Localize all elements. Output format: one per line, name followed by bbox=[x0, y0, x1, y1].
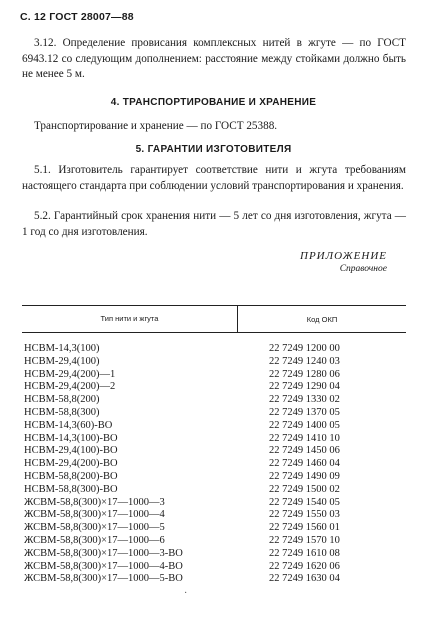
section-4-title: 4. ТРАНСПОРТИРОВАНИЕ И ХРАНЕНИЕ bbox=[110, 97, 317, 108]
cell-okp-code: 22 7249 1550 03 bbox=[269, 509, 340, 521]
cell-type: ЖСВМ-58,8(300)×17—1000—3-ВО bbox=[24, 547, 183, 559]
table-row bbox=[22, 535, 406, 548]
cell-okp-code: 22 7249 1330 02 bbox=[269, 394, 340, 406]
appendix-label bbox=[300, 250, 387, 274]
cell-type: НСВМ-29,4(200)-ВО bbox=[24, 458, 118, 470]
cell-type: НСВМ-29,4(100) bbox=[24, 355, 100, 367]
section-5-title: 5. ГАРАНТИИ ИЗГОТОВИТЕЛЯ bbox=[135, 144, 292, 155]
table-row bbox=[22, 471, 406, 484]
cell-okp-code: 22 7249 1560 01 bbox=[269, 522, 340, 534]
table-row bbox=[22, 561, 406, 574]
cell-okp-code: 22 7249 1610 08 bbox=[269, 547, 340, 559]
page-mark: · bbox=[184, 588, 188, 599]
cell-type: НСВМ-14,3(100)-ВО bbox=[24, 432, 118, 444]
table-row bbox=[22, 343, 406, 356]
okp-table bbox=[22, 305, 406, 586]
cell-type: НСВМ-58,8(200) bbox=[24, 394, 100, 406]
cell-okp-code: 22 7249 1200 00 bbox=[269, 343, 340, 354]
table-row bbox=[22, 381, 406, 394]
cell-type: ЖСВМ-58,8(300)×17—1000—5 bbox=[24, 522, 165, 534]
table-row bbox=[22, 509, 406, 522]
cell-type: НСВМ-58,8(200)-ВО bbox=[24, 470, 118, 482]
paragraph-5-2: 5.2. Гарантийный срок хранения нити — 5 лет со дня изготовления, жгута — 1 год со дня изготовления. bbox=[22, 210, 406, 238]
table-row bbox=[22, 573, 406, 586]
cell-okp-code: 22 7249 1490 09 bbox=[269, 470, 340, 482]
table-header bbox=[22, 306, 406, 333]
page-header: С. 12 ГОСТ 28007—88 bbox=[20, 11, 134, 23]
table-row bbox=[22, 522, 406, 535]
table-row bbox=[22, 394, 406, 407]
table-row bbox=[22, 369, 406, 382]
column-header-okp: Код ОКП bbox=[306, 314, 338, 324]
paragraph-3-12: 3.12. Определение провисания комплексных нитей в жгуте — по ГОСТ 6943.12 со следующим дополнением: расстояние между стойками должно быть не менее 5 м. bbox=[22, 37, 406, 80]
cell-type: НСВМ-58,8(300)-ВО bbox=[24, 483, 118, 495]
table-row bbox=[22, 407, 406, 420]
cell-type: НСВМ-29,4(100)-ВО bbox=[24, 445, 118, 457]
cell-okp-code: 22 7249 1370 05 bbox=[269, 406, 340, 418]
cell-okp-code: 22 7249 1450 06 bbox=[269, 445, 340, 457]
table-row bbox=[22, 548, 406, 561]
table-body bbox=[22, 333, 406, 586]
cell-type: ЖСВМ-58,8(300)×17—1000—5-ВО bbox=[24, 573, 183, 585]
section-4-text: Транспортирование и хранение — по ГОСТ 25388. bbox=[34, 120, 278, 132]
cell-type: НСВМ-14,3(60)-ВО bbox=[24, 419, 113, 431]
cell-type: ЖСВМ-58,8(300)×17—1000—6 bbox=[24, 534, 165, 546]
appendix-subtitle: Справочное bbox=[339, 264, 387, 274]
cell-type: НСВМ-58,8(300) bbox=[24, 406, 100, 418]
cell-type: НСВМ-14,3(100) bbox=[24, 343, 100, 354]
table-row bbox=[22, 356, 406, 369]
cell-type: НСВМ-29,4(200)—2 bbox=[24, 381, 116, 393]
cell-okp-code: 22 7249 1540 05 bbox=[269, 496, 340, 508]
table-row bbox=[22, 484, 406, 497]
table-row bbox=[22, 433, 406, 446]
cell-type: ЖСВМ-58,8(300)×17—1000—4 bbox=[24, 509, 165, 521]
cell-okp-code: 22 7249 1280 06 bbox=[269, 368, 340, 380]
cell-okp-code: 22 7249 1570 10 bbox=[269, 534, 340, 546]
cell-type: ЖСВМ-58,8(300)×17—1000—4-ВО bbox=[24, 560, 183, 572]
cell-okp-code: 22 7249 1620 06 bbox=[269, 560, 340, 572]
table-row bbox=[22, 420, 406, 433]
table-row bbox=[22, 497, 406, 510]
table-row bbox=[22, 458, 406, 471]
cell-type: ЖСВМ-58,8(300)×17—1000—3 bbox=[24, 496, 165, 508]
table-row bbox=[22, 445, 406, 458]
cell-okp-code: 22 7249 1460 04 bbox=[269, 458, 340, 470]
column-header-type: Тип нити и жгута bbox=[22, 306, 238, 332]
appendix-title: ПРИЛОЖЕНИЕ bbox=[300, 250, 387, 262]
cell-okp-code: 22 7249 1630 04 bbox=[269, 573, 340, 585]
cell-okp-code: 22 7249 1410 10 bbox=[269, 432, 340, 444]
cell-type: НСВМ-29,4(200)—1 bbox=[24, 368, 116, 380]
cell-okp-code: 22 7249 1240 03 bbox=[269, 355, 340, 367]
cell-okp-code: 22 7249 1500 02 bbox=[269, 483, 340, 495]
cell-okp-code: 22 7249 1400 05 bbox=[269, 419, 340, 431]
paragraph-5-1: 5.1. Изготовитель гарантирует соответствие нити и жгута требованиям настоящего стандарта при соблюдении условий транспортирования и хранения. bbox=[22, 164, 406, 192]
cell-okp-code: 22 7249 1290 04 bbox=[269, 381, 340, 393]
